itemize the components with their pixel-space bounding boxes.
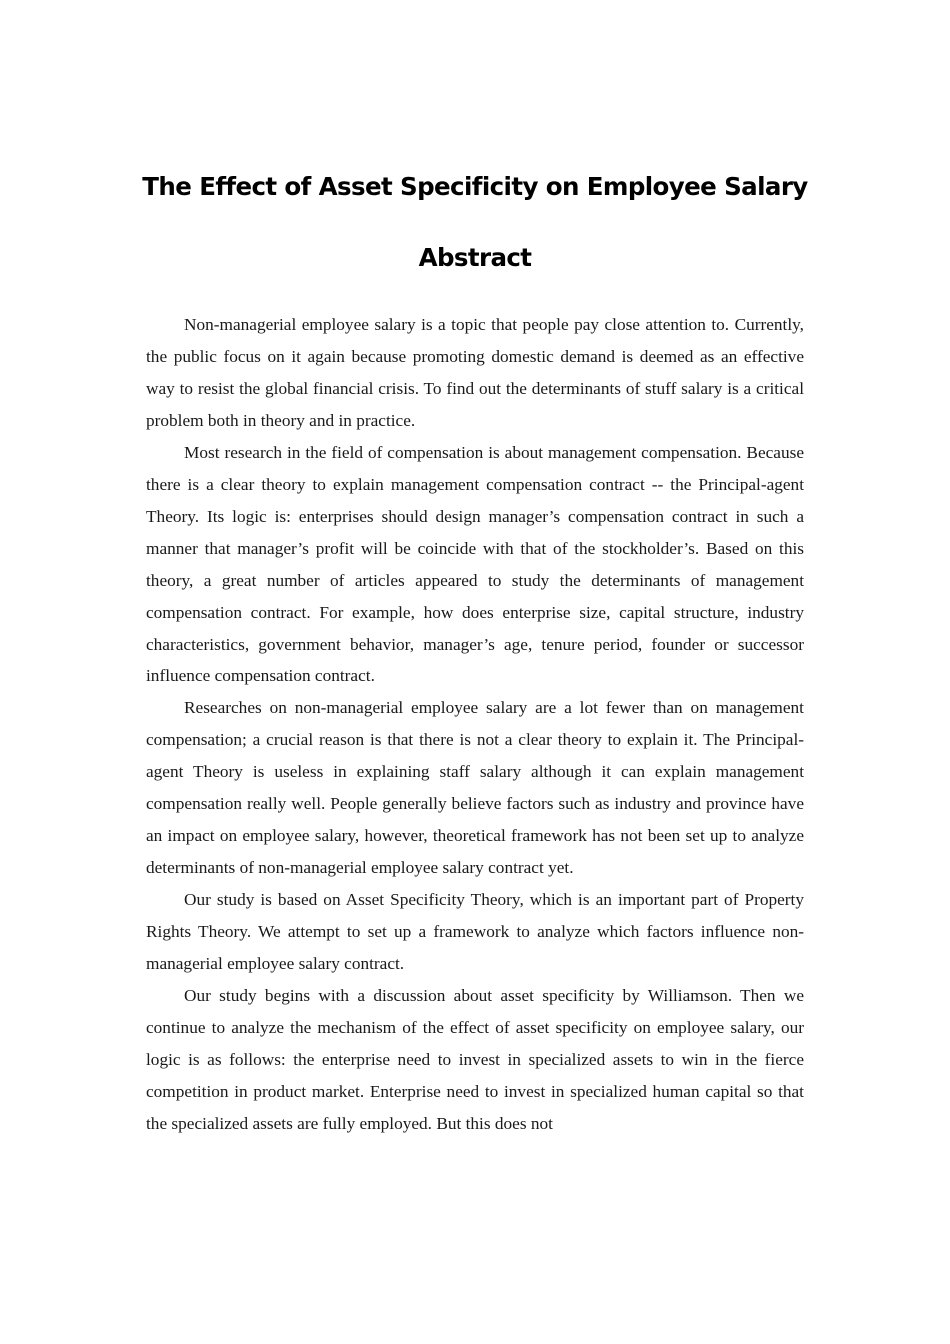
paper-title: The Effect of Asset Specificity on Employee Salary <box>142 172 808 201</box>
paragraph-3: Researches on non-managerial employee salary are a lot fewer than on management compensation; a crucial reason is that there is not a clear theory to explain it. The Principal-agent Theory is useless in explaining staff salary although it can explain management compensation really well. People generally believe factors such as industry and province have an impact on employee salary, however, theoretical framework has not been set up to analyze determinants of non-managerial employee salary contract yet. <box>146 698 804 878</box>
paragraph-2: Most research in the field of compensation is about management compensation. Because there is a clear theory to explain management compensation contract -- the Principal-agent Theory. Its logic is: enterprises should design manager’s compensation contract in such a manner that manager’s profit will be coincide with that of the stockholder’s. Based on this theory, a great number of articles appeared to study the determinants of management compensation contract. For example, how does enterprise size, capital structure, industry characteristics, government behavior, manager’s age, tenure period, founder or successor influence compensation contract. <box>146 442 804 686</box>
abstract-heading: Abstract <box>418 243 532 272</box>
abstract-body <box>146 309 804 1140</box>
paragraph-5: Our study begins with a discussion about asset specificity by Williamson. Then we continue to analyze the mechanism of the effect of asset specificity on employee salary, our logic is as follows: the enterprise need to invest in specialized assets to win in the fierce competition in product market. Enterprise need to invest in specialized human capital so that the specialized assets are fully employed. But this does not <box>146 986 804 1133</box>
paragraph-4: Our study is based on Asset Specificity Theory, which is an important part of Property Rights Theory. We attempt to set up a framework to analyze which factors influence non-managerial employee salary contract. <box>146 890 804 974</box>
paragraph-1: Non-managerial employee salary is a topic that people pay close attention to. Currently, the public focus on it again because promoting domestic demand is deemed as an effective way to resist the global financial crisis. To find out the determinants of stuff salary is a critical problem both in theory and in practice. <box>146 315 804 430</box>
